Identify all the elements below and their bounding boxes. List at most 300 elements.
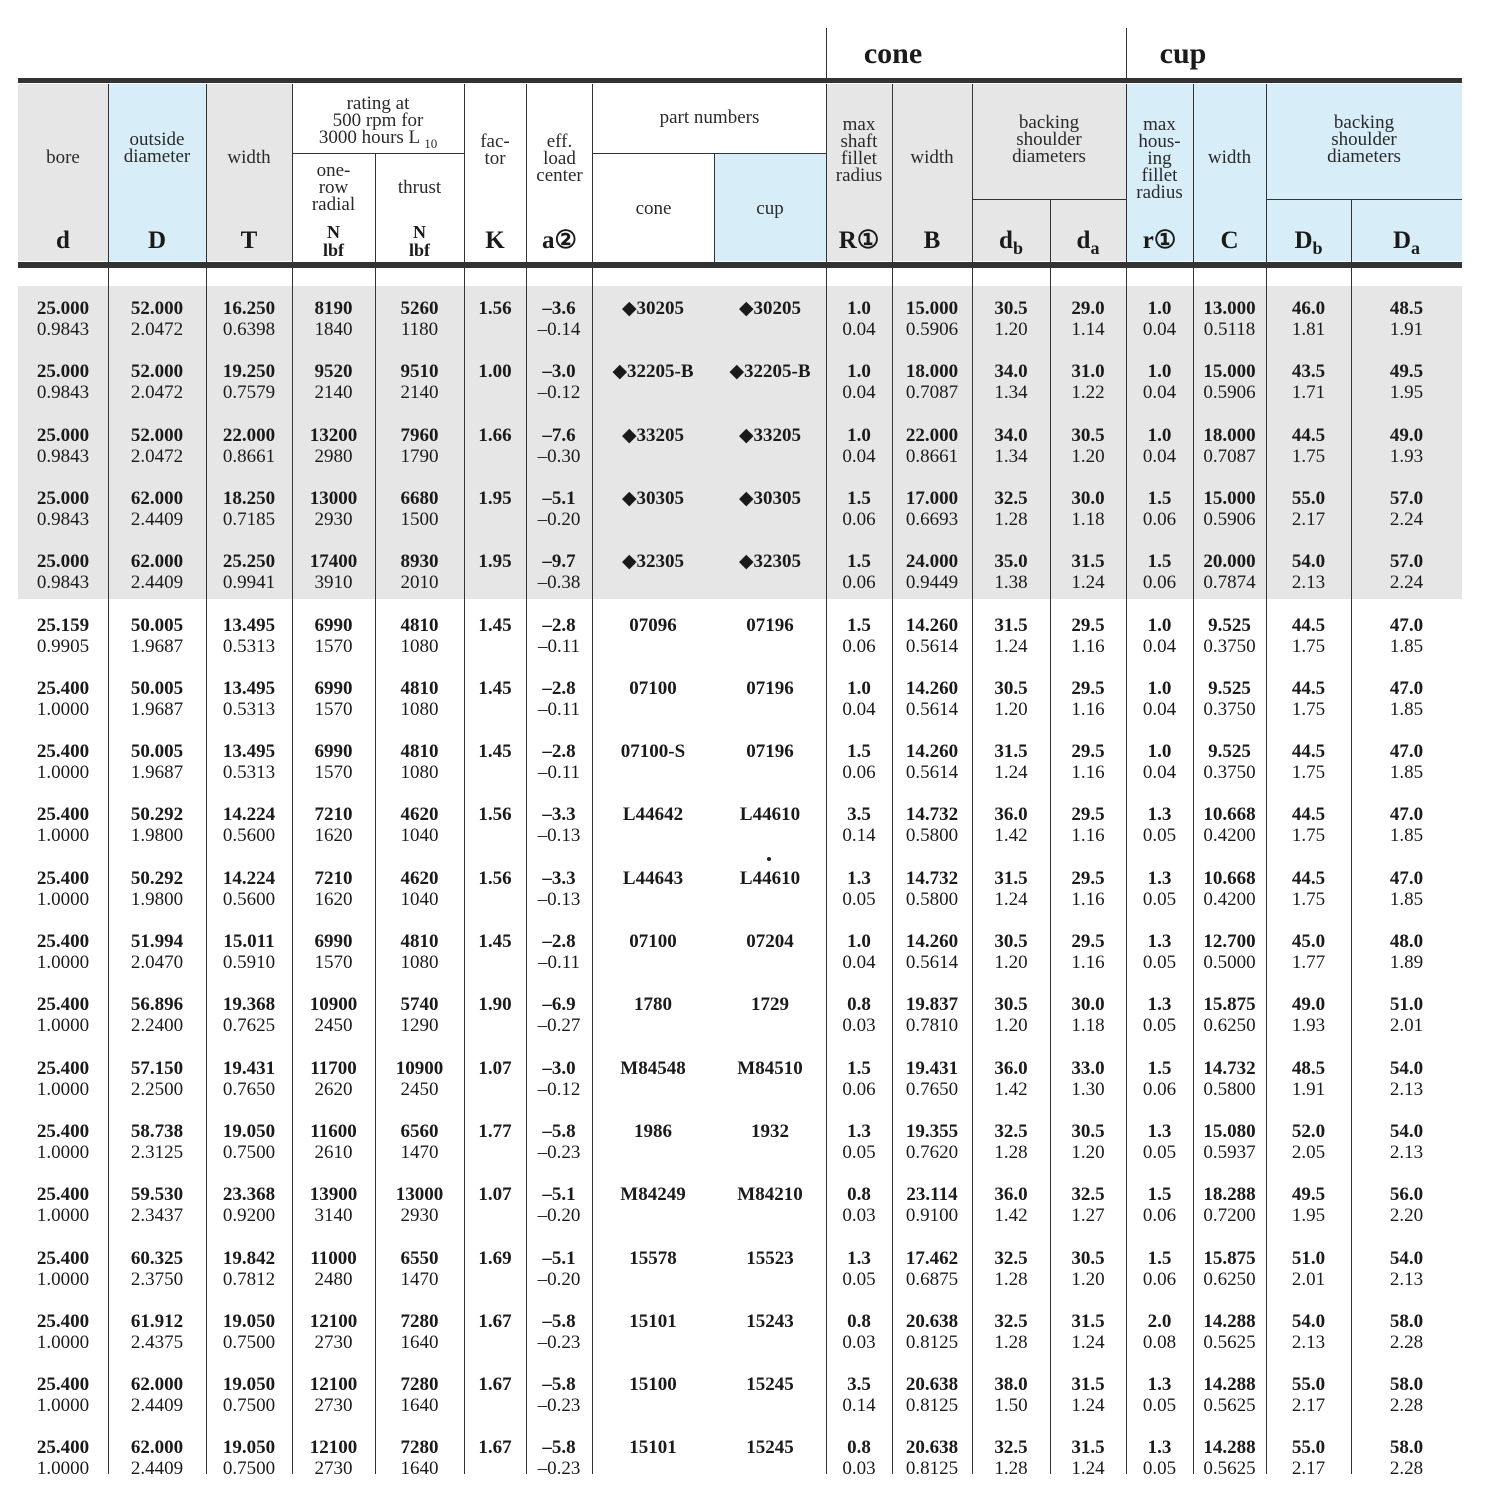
cell-C-inch: 0.4200 [1203, 825, 1256, 846]
cell-db-inch: 1.28 [994, 1142, 1028, 1163]
cell-bore-inch: 0.9843 [36, 572, 90, 593]
cell-thrust-inch: 1470 [400, 1142, 439, 1163]
cell-od-inch: 2.0472 [130, 382, 184, 403]
cell-a-metric: –9.7 [542, 551, 576, 572]
cell-B-inch: 0.8125 [905, 1395, 959, 1416]
cell-Da-inch: 1.91 [1389, 319, 1424, 340]
cell-R [826, 488, 892, 530]
cell-a-metric: –2.8 [542, 678, 576, 699]
cell-bore-metric: 25.159 [36, 615, 90, 636]
cell-thrust-inch: 2450 [400, 1079, 439, 1100]
part-number-cone: M84548 [620, 1058, 686, 1079]
cell-radial [292, 425, 375, 467]
cell-Da [1351, 741, 1462, 783]
cell-thrust [375, 994, 464, 1036]
cell-da-metric: 31.0 [1071, 361, 1105, 382]
cell-k: 1.90 [478, 994, 512, 1015]
cell-Da-metric: 58.0 [1389, 1311, 1424, 1332]
cell-a-inch: –0.13 [537, 825, 581, 846]
cell-width-inch: 0.7185 [222, 509, 276, 530]
cell-width-inch: 0.5910 [222, 952, 276, 973]
cell-B-metric: 19.431 [905, 1058, 959, 1079]
cell-bore-metric: 25.400 [36, 1374, 90, 1395]
symbol-C: C [1220, 227, 1239, 254]
symbol-r: r① [1142, 227, 1177, 254]
cell-od-inch: 2.4409 [130, 1458, 184, 1479]
part-number-cup: ◆33205 [738, 425, 802, 446]
cell-bore-metric: 25.400 [36, 1121, 90, 1142]
cell-da-inch: 1.22 [1071, 382, 1105, 403]
symbol-Da: $D_a$ [1392, 227, 1421, 258]
cell-r-inch: 0.06 [1142, 509, 1177, 530]
cell-Da-inch: 2.01 [1389, 1015, 1424, 1036]
part-number-cup: 07196 [746, 741, 794, 762]
cell-R [826, 1374, 892, 1416]
cell-radial-inch: 3910 [314, 572, 353, 593]
cell-radial [292, 615, 375, 657]
cell-Db-inch: 1.77 [1291, 952, 1326, 973]
cell-C-inch: 0.5800 [1203, 1079, 1256, 1100]
cell-radial-metric: 6990 [314, 678, 353, 699]
cell-bore-inch: 1.0000 [36, 825, 90, 846]
cell-R-inch: 0.06 [842, 1079, 876, 1100]
cell-od [108, 994, 206, 1036]
cell-Db-metric: 55.0 [1291, 488, 1326, 509]
cell-da-metric: 30.5 [1071, 425, 1105, 446]
cell-width-metric: 19.431 [222, 1058, 276, 1079]
cell-a [526, 1058, 592, 1100]
cell-width-metric: 14.224 [222, 804, 276, 825]
cell-radial-metric: 13200 [309, 425, 358, 446]
part-number-cone: M84249 [620, 1184, 686, 1205]
cell-C [1193, 994, 1266, 1036]
cell-Db [1266, 804, 1351, 846]
pn-split-line [593, 153, 826, 154]
cell-R-metric: 0.8 [847, 1311, 871, 1332]
cell-radial-inch: 1570 [314, 699, 353, 720]
cell-width-inch: 0.8661 [222, 446, 276, 467]
cell-B-metric: 14.732 [905, 804, 959, 825]
cell-Da-metric: 47.0 [1389, 868, 1424, 889]
cell-a [526, 1311, 592, 1353]
cell-da [1050, 298, 1126, 340]
cell-width [206, 1311, 292, 1353]
cell-Da-inch: 1.95 [1389, 382, 1424, 403]
cell-radial [292, 931, 375, 973]
cell-od [108, 425, 206, 467]
top-rule [18, 78, 1462, 83]
cell-R [826, 1437, 892, 1479]
cell-thrust-inch: 1640 [400, 1332, 439, 1353]
cell-od-inch: 2.4409 [130, 1395, 184, 1416]
cell-bore [18, 1374, 108, 1416]
cell-od [108, 551, 206, 593]
header-bottom-rule [18, 262, 1462, 268]
cell-thrust-inch: 1640 [400, 1395, 439, 1416]
cell-bore-inch: 0.9905 [36, 636, 90, 657]
part-number-cup: 1932 [751, 1121, 789, 1142]
cell-r-metric: 1.5 [1147, 1058, 1172, 1079]
cell-a [526, 551, 592, 593]
cell-bore-metric: 25.400 [36, 1184, 90, 1205]
part-number-cup: L44610 [739, 804, 801, 825]
cell-thrust [375, 1311, 464, 1353]
cell-B-inch: 0.5614 [905, 636, 959, 657]
cell-k: 1.56 [478, 868, 512, 889]
cell-width-inch: 0.7625 [222, 1015, 276, 1036]
cell-width-metric: 22.000 [222, 425, 276, 446]
cell-R-metric: 1.0 [847, 931, 871, 952]
cell-C-inch: 0.5625 [1203, 1395, 1256, 1416]
cell-a-metric: –3.3 [542, 868, 576, 889]
cell-width [206, 678, 292, 720]
cell-Db [1266, 615, 1351, 657]
cell-B [892, 678, 972, 720]
symbol-Db: $D_b$ [1294, 227, 1323, 258]
cell-r-inch: 0.06 [1142, 1079, 1177, 1100]
cell-da [1050, 488, 1126, 530]
header-eff-load-center: eff. load center [536, 131, 583, 186]
cell-thrust-metric: 4810 [400, 931, 439, 952]
cell-db-metric: 34.0 [994, 425, 1028, 446]
cell-db-inch: 1.28 [994, 509, 1028, 530]
cell-R-inch: 0.06 [842, 762, 876, 783]
cell-od-inch: 1.9687 [130, 762, 184, 783]
cell-r [1126, 868, 1193, 910]
cell-r-inch: 0.08 [1142, 1332, 1177, 1353]
part-number-cup: 15243 [746, 1311, 794, 1332]
cell-bore [18, 678, 108, 720]
cell-R [826, 298, 892, 340]
cell-Db-metric: 45.0 [1291, 931, 1326, 952]
cell-R-inch: 0.06 [842, 509, 876, 530]
cell-radial-inch: 1840 [314, 319, 353, 340]
cell-radial [292, 551, 375, 593]
cell-C-metric: 10.668 [1203, 868, 1256, 889]
cell-Db-metric: 44.5 [1291, 615, 1326, 636]
cell-bore-inch: 1.0000 [36, 1142, 90, 1163]
cell-db-inch: 1.24 [994, 889, 1028, 910]
cell-thrust-metric: 5260 [400, 298, 439, 319]
cell-da-metric: 29.5 [1071, 615, 1105, 636]
cell-r-inch: 0.05 [1142, 1142, 1177, 1163]
cell-db-inch: 1.20 [994, 319, 1028, 340]
cell-C-inch: 0.5937 [1203, 1142, 1256, 1163]
cell-thrust-inch: 1080 [400, 952, 439, 973]
cell-width [206, 298, 292, 340]
cell-bore-metric: 25.400 [36, 931, 90, 952]
cell-Db [1266, 551, 1351, 593]
cell-C-metric: 9.525 [1208, 678, 1251, 699]
cell-da [1050, 1184, 1126, 1226]
cell-C [1193, 1311, 1266, 1353]
cell-a-metric: –5.1 [542, 1184, 576, 1205]
cell-R [826, 425, 892, 467]
cell-B [892, 1121, 972, 1163]
cell-od-inch: 2.2500 [130, 1079, 184, 1100]
cell-R [826, 741, 892, 783]
cell-db-inch: 1.28 [994, 1332, 1028, 1353]
cell-Db-inch: 1.75 [1291, 889, 1326, 910]
cell-od-metric: 50.292 [130, 804, 184, 825]
cell-bore-inch: 0.9843 [36, 446, 90, 467]
part-number-cup: ◆30205 [738, 298, 802, 319]
cell-r [1126, 615, 1193, 657]
cell-Db-inch: 1.91 [1291, 1079, 1326, 1100]
cell-thrust-metric: 7280 [400, 1374, 439, 1395]
cell-Da-inch: 1.85 [1389, 699, 1424, 720]
cell-r-inch: 0.04 [1142, 636, 1177, 657]
cell-da [1050, 868, 1126, 910]
cell-C-metric: 14.288 [1203, 1437, 1256, 1458]
cell-Da [1351, 298, 1462, 340]
header-cone-backing: backing shoulder diameters [1012, 112, 1086, 167]
cell-width-inch: 0.9941 [222, 572, 276, 593]
cell-bore-metric: 25.400 [36, 1248, 90, 1269]
cell-B [892, 1437, 972, 1479]
cell-radial [292, 868, 375, 910]
cell-r-inch: 0.05 [1142, 1458, 1177, 1479]
cell-B [892, 994, 972, 1036]
cell-width [206, 994, 292, 1036]
cell-a-metric: –3.0 [542, 1058, 576, 1079]
cell-width [206, 1121, 292, 1163]
cell-db [972, 678, 1050, 720]
cell-bore [18, 931, 108, 973]
cup-backing-split-line [1266, 199, 1462, 200]
cell-R-inch: 0.05 [842, 1269, 876, 1290]
cell-thrust [375, 1058, 464, 1100]
cell-R [826, 994, 892, 1036]
cell-R-metric: 0.8 [847, 994, 871, 1015]
cell-B-inch: 0.7087 [905, 382, 959, 403]
cell-da-metric: 29.5 [1071, 931, 1105, 952]
cell-od [108, 741, 206, 783]
cell-a-inch: –0.12 [537, 1079, 581, 1100]
cell-a-inch: –0.11 [537, 762, 581, 783]
cell-Db [1266, 741, 1351, 783]
cell-radial-metric: 6990 [314, 741, 353, 762]
header-bore: bore [46, 147, 80, 168]
part-number-cup: 1729 [751, 994, 789, 1015]
cell-thrust-metric: 7280 [400, 1311, 439, 1332]
cell-r [1126, 1248, 1193, 1290]
cell-k: 1.67 [478, 1311, 512, 1332]
cell-radial-metric: 8190 [314, 298, 353, 319]
cell-C-metric: 18.288 [1203, 1184, 1256, 1205]
cell-Da-metric: 48.5 [1389, 298, 1424, 319]
cell-r-metric: 2.0 [1147, 1311, 1172, 1332]
cell-r-metric: 1.3 [1147, 868, 1172, 889]
cell-od-metric: 62.000 [130, 488, 184, 509]
cell-od [108, 615, 206, 657]
cell-Da-inch: 1.85 [1389, 889, 1424, 910]
cell-a-inch: –0.30 [537, 446, 581, 467]
cell-k: 1.45 [478, 615, 512, 636]
cell-db [972, 1121, 1050, 1163]
cell-B-inch: 0.6693 [905, 509, 959, 530]
cell-db-inch: 1.50 [994, 1395, 1028, 1416]
cell-B-inch: 0.7620 [905, 1142, 959, 1163]
cell-a-metric: –2.8 [542, 741, 576, 762]
cell-thrust-inch: 1080 [400, 762, 439, 783]
cell-radial-metric: 10900 [309, 994, 358, 1015]
cell-od [108, 298, 206, 340]
cell-radial-inch: 2140 [314, 382, 353, 403]
cell-width-inch: 0.9200 [222, 1205, 276, 1226]
cell-da-metric: 31.5 [1071, 1374, 1105, 1395]
cell-da [1050, 425, 1126, 467]
cell-radial [292, 1184, 375, 1226]
cell-da-inch: 1.18 [1071, 509, 1105, 530]
cell-od-inch: 2.4409 [130, 572, 184, 593]
cell-Db-inch: 2.13 [1291, 572, 1326, 593]
header-cup-backing: backing shoulder diameters [1327, 112, 1401, 167]
cell-radial-metric: 6990 [314, 615, 353, 636]
cell-da [1050, 1248, 1126, 1290]
header-max-housing-fillet-radius: max hous- ing fillet radius [1136, 114, 1183, 203]
cell-r [1126, 1374, 1193, 1416]
cell-B-metric: 19.355 [905, 1121, 959, 1142]
cell-db [972, 1058, 1050, 1100]
cell-width-metric: 14.224 [222, 868, 276, 889]
cell-r-metric: 1.5 [1147, 551, 1172, 572]
cell-da-metric: 30.0 [1071, 994, 1105, 1015]
cell-width-metric: 19.250 [222, 361, 276, 382]
cell-bore [18, 551, 108, 593]
cell-C-metric: 10.668 [1203, 804, 1256, 825]
cell-db [972, 615, 1050, 657]
cell-width-inch: 0.5600 [222, 825, 276, 846]
cell-bore-metric: 25.400 [36, 741, 90, 762]
cell-r-inch: 0.04 [1142, 382, 1177, 403]
cell-k: 1.95 [478, 551, 512, 572]
cell-da-inch: 1.16 [1071, 636, 1105, 657]
cell-B-inch: 0.9100 [905, 1205, 959, 1226]
symbol-da: $d_a$ [1076, 227, 1100, 258]
cell-od [108, 1437, 206, 1479]
cell-a-metric: –2.8 [542, 615, 576, 636]
cell-db-inch: 1.34 [994, 446, 1028, 467]
cell-width-inch: 0.5313 [222, 699, 276, 720]
cell-bore-metric: 25.000 [36, 361, 90, 382]
cell-R-metric: 1.5 [847, 615, 871, 636]
cell-width-inch: 0.7650 [222, 1079, 276, 1100]
cell-R-inch: 0.04 [842, 446, 876, 467]
cell-Db [1266, 1248, 1351, 1290]
cell-od [108, 1121, 206, 1163]
cell-db-inch: 1.20 [994, 1015, 1028, 1036]
header-cup-width: width [1207, 147, 1252, 168]
cell-Da-inch: 1.89 [1389, 952, 1424, 973]
cell-db [972, 488, 1050, 530]
cell-db-inch: 1.42 [994, 1079, 1028, 1100]
cell-da [1050, 615, 1126, 657]
cell-Db [1266, 931, 1351, 973]
cell-od-metric: 62.000 [130, 1437, 184, 1458]
part-number-cone: 15578 [629, 1248, 677, 1269]
cell-Db-inch: 2.17 [1291, 509, 1326, 530]
cell-thrust-metric: 7960 [400, 425, 439, 446]
cell-od [108, 1058, 206, 1100]
cell-radial [292, 1311, 375, 1353]
part-number-cup: L44610 [739, 868, 801, 889]
cell-C-metric: 14.288 [1203, 1311, 1256, 1332]
cell-bore [18, 361, 108, 403]
part-number-cone: 15101 [629, 1437, 677, 1458]
cell-radial-metric: 11700 [310, 1058, 357, 1079]
cell-k: 1.67 [478, 1374, 512, 1395]
cell-radial-metric: 17400 [309, 551, 358, 572]
header-column-rule [1193, 84, 1194, 262]
cell-thrust [375, 1248, 464, 1290]
cell-k: 1.69 [478, 1248, 512, 1269]
cell-Db-inch: 2.17 [1291, 1458, 1326, 1479]
cell-width [206, 1058, 292, 1100]
header-column-rule [108, 84, 109, 262]
cell-a-inch: –0.11 [537, 699, 581, 720]
cell-bore-inch: 0.9843 [36, 382, 90, 403]
cell-db-metric: 30.5 [994, 931, 1028, 952]
cell-bore-metric: 25.400 [36, 804, 90, 825]
cell-a-metric: –7.6 [542, 425, 576, 446]
cell-r-metric: 1.0 [1147, 361, 1172, 382]
cell-R-inch: 0.03 [842, 1458, 876, 1479]
cell-db [972, 868, 1050, 910]
cell-db-metric: 36.0 [994, 804, 1028, 825]
cell-da-inch: 1.16 [1071, 889, 1105, 910]
cell-od-metric: 62.000 [130, 1374, 184, 1395]
cell-od [108, 804, 206, 846]
cell-thrust [375, 551, 464, 593]
cell-B-metric: 14.260 [905, 678, 959, 699]
cell-C-metric: 18.000 [1203, 425, 1256, 446]
cell-Da-inch: 2.24 [1389, 572, 1424, 593]
cell-R [826, 1248, 892, 1290]
cell-a [526, 678, 592, 720]
cell-radial-inch: 1570 [314, 762, 353, 783]
cell-C-inch: 0.6250 [1203, 1015, 1256, 1036]
cell-Db [1266, 425, 1351, 467]
cell-Db-metric: 43.5 [1291, 361, 1326, 382]
cell-radial [292, 1374, 375, 1416]
cell-B-metric: 18.000 [905, 361, 959, 382]
cell-db [972, 298, 1050, 340]
cell-thrust [375, 931, 464, 973]
cell-Da-metric: 49.5 [1389, 361, 1424, 382]
cell-db [972, 1248, 1050, 1290]
cell-C-metric: 14.288 [1203, 1374, 1256, 1395]
cell-r-inch: 0.04 [1142, 762, 1177, 783]
cell-r-metric: 1.5 [1147, 488, 1172, 509]
cell-bore-metric: 25.000 [36, 551, 90, 572]
cell-C [1193, 1374, 1266, 1416]
cell-db-metric: 32.5 [994, 1437, 1028, 1458]
cell-k: 1.77 [478, 1121, 512, 1142]
cell-width-metric: 19.842 [222, 1248, 276, 1269]
cell-thrust [375, 298, 464, 340]
cell-od-metric: 60.325 [130, 1248, 184, 1269]
cell-thrust-inch: 2010 [400, 572, 439, 593]
cell-C-inch: 0.6250 [1203, 1269, 1256, 1290]
cell-width-metric: 25.250 [222, 551, 276, 572]
cell-width [206, 361, 292, 403]
group-title-cone: cone [863, 37, 923, 70]
cell-thrust-inch: 1080 [400, 636, 439, 657]
cell-B [892, 551, 972, 593]
cell-bore-inch: 1.0000 [36, 699, 90, 720]
cell-da [1050, 1121, 1126, 1163]
